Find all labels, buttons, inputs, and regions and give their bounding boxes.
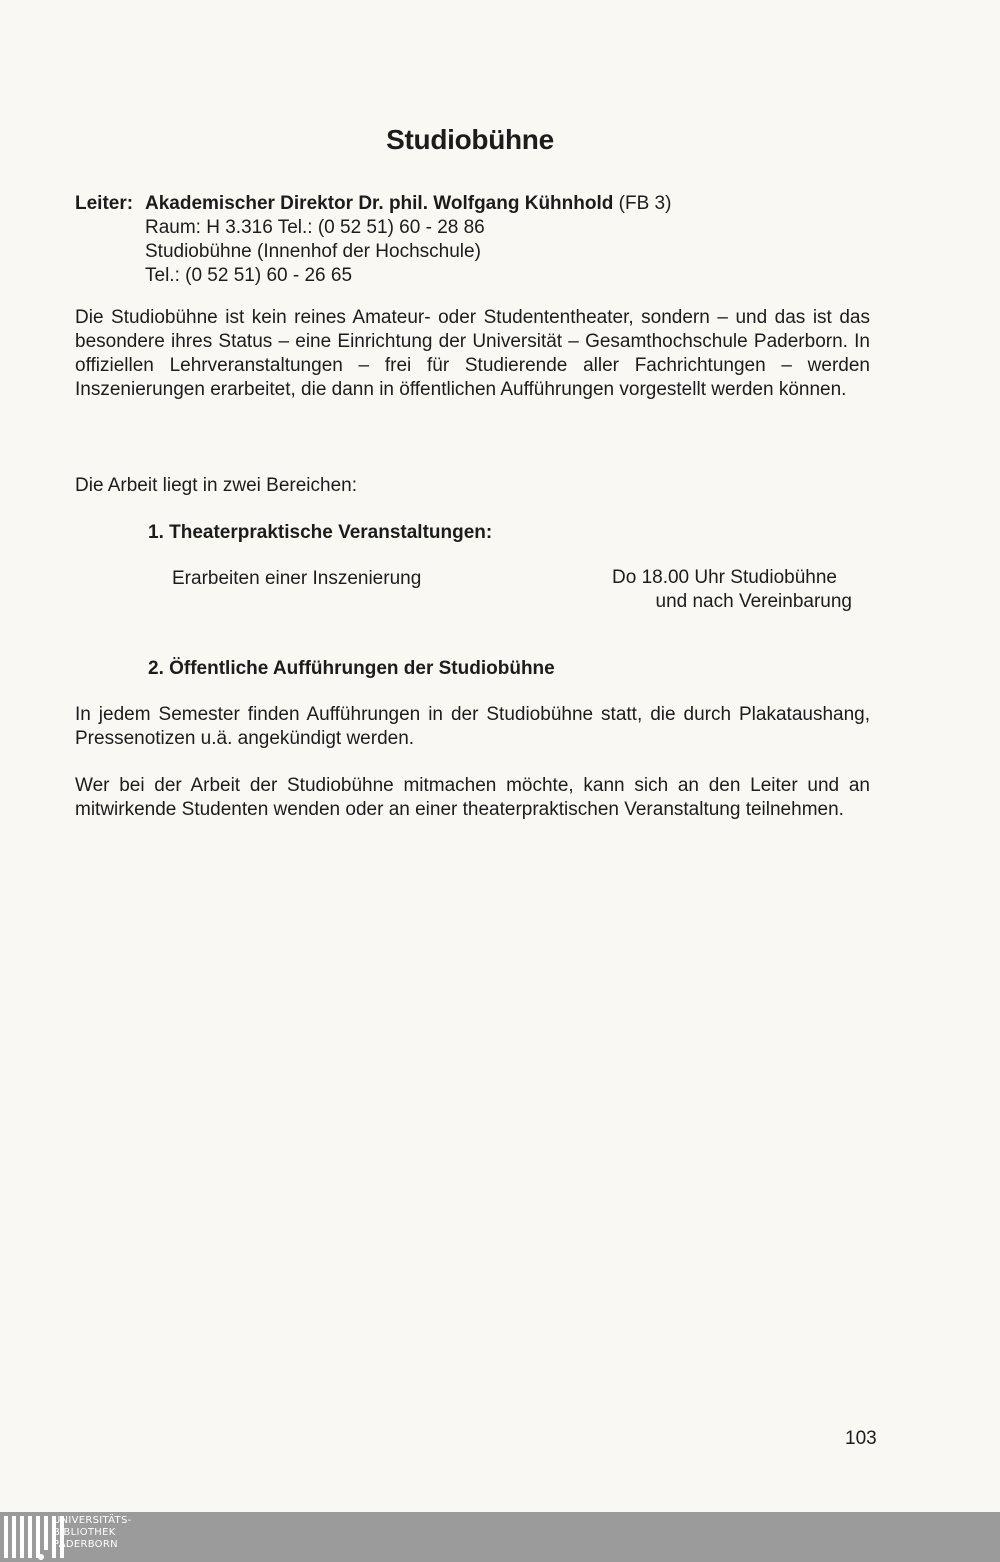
page-number: 103 xyxy=(845,1428,877,1449)
leiter-department: (FB 3) xyxy=(613,193,672,214)
library-footer-bar xyxy=(0,1512,1000,1562)
library-name-line-3: PADERBORN xyxy=(53,1539,118,1550)
library-logo-dot-icon xyxy=(38,1554,44,1560)
leiter-block xyxy=(75,192,671,288)
library-name xyxy=(53,1515,132,1551)
event-time xyxy=(612,566,852,614)
event-time-line-1: Do 18.00 Uhr Studiobühne xyxy=(612,567,837,588)
leiter-label: Leiter: xyxy=(75,193,134,214)
leiter-location: Studiobühne (Innenhof der Hochschule) xyxy=(145,241,481,262)
leiter-phone-2: Tel.: (0 52 51) 60 - 26 65 xyxy=(145,265,353,286)
library-name-line-1: UNIVERSITÄTS- xyxy=(53,1515,132,1526)
library-name-line-2: BIBLIOTHEK xyxy=(53,1527,116,1538)
section-2-heading: 2. Öffentliche Aufführungen der Studiobühne xyxy=(148,658,555,679)
closing-paragraph: Wer bei der Arbeit der Studiobühne mitmachen möchte, kann sich an den Leiter und an mitwirkende Studenten wenden oder an einer theaterpraktischen Veranstaltung teilnehmen. xyxy=(75,775,870,820)
leiter-row xyxy=(75,192,671,216)
event-time-line-2: und nach Vereinbarung xyxy=(655,591,852,612)
event-title: Erarbeiten einer Inszenierung xyxy=(172,568,422,589)
section-1-heading: 1. Theaterpraktische Veranstaltungen: xyxy=(148,522,493,543)
page-title: Studiobühne xyxy=(386,124,554,155)
section-2-paragraph: In jedem Semester finden Aufführungen in der Studiobühne statt, die durch Plakataushang, Pressenotizen u.ä. angekündigt werden. xyxy=(75,704,870,749)
intro-paragraph: Die Studiobühne ist kein reines Amateur- oder Studententheater, sondern – und das ist das besondere ihres Status – eine Einrichtung der Universität – Gesamthochschule Paderborn. In offiziellen Lehrveranstaltungen – frei für Studierende aller Fachrichtungen – werden Inszenierungen erarbeitet, die dann in öffentlichen Aufführungen vorgestellt werden können. xyxy=(75,307,870,400)
areas-intro: Die Arbeit liegt in zwei Bereichen: xyxy=(75,475,357,496)
leiter-name: Akademischer Direktor Dr. phil. Wolfgang Kühnhold xyxy=(145,193,614,214)
leiter-room-phone: Raum: H 3.316 Tel.: (0 52 51) 60 - 28 86 xyxy=(145,217,485,238)
